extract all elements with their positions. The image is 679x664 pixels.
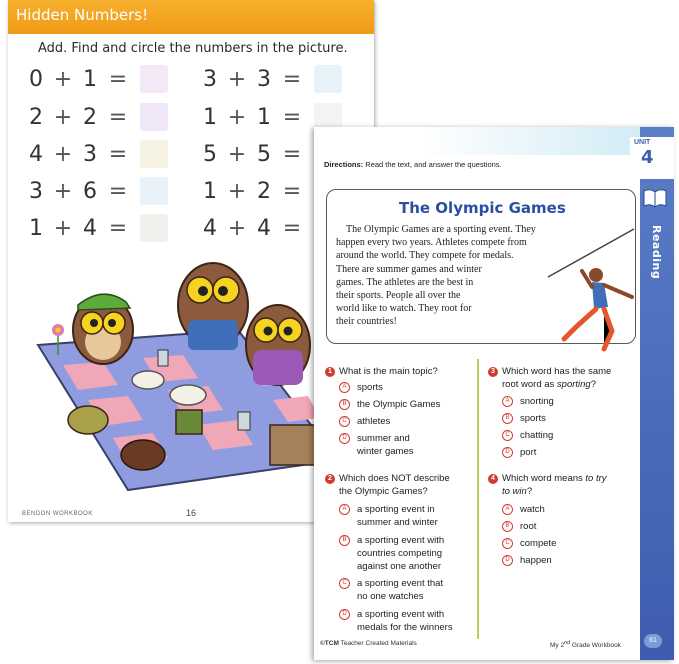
chocolate-cake: [121, 440, 165, 470]
addend: 1: [257, 104, 271, 130]
owl-with-purple-shirt: [246, 305, 310, 385]
javelin: [548, 229, 634, 277]
passage-line: There are summer games and winter: [336, 263, 482, 275]
question-text-fragment: ?: [526, 486, 533, 497]
directions-text: [324, 160, 502, 169]
page-number-badge: 61: [644, 634, 662, 648]
plus-sign: +: [227, 104, 247, 130]
answer-option-line: medals for the winners: [357, 622, 453, 633]
addend: 3: [203, 66, 217, 92]
owl-with-vest: [178, 263, 248, 350]
question-number-badge: 1: [325, 367, 335, 377]
plus-sign: +: [227, 66, 247, 92]
plate: [170, 385, 206, 405]
plus-sign: +: [53, 66, 73, 92]
answer-option: sports: [357, 382, 383, 393]
worksheet-title: Hidden Numbers!: [16, 6, 149, 24]
equals-sign: =: [282, 66, 302, 92]
column-divider: [477, 359, 479, 639]
passage-line: games. The athletes are the best in: [336, 276, 474, 288]
equals-sign: =: [282, 178, 302, 204]
question-emphasis: to win: [502, 486, 527, 497]
equation-row: [24, 102, 168, 132]
answer-bubble[interactable]: D: [339, 609, 350, 620]
answer-bubble[interactable]: C: [502, 430, 513, 441]
passage-line: happen every two years. Athletes compete from: [336, 237, 527, 249]
addend: 1: [203, 178, 217, 204]
answer-bubble[interactable]: D: [502, 447, 513, 458]
plus-sign: +: [53, 178, 73, 204]
answer-option: snorting: [520, 396, 554, 407]
equals-sign: =: [108, 215, 128, 241]
answer-option-line: countries competing: [357, 548, 443, 559]
answer-bubble[interactable]: B: [502, 413, 513, 424]
answer-option: [357, 432, 414, 458]
passage-text: [336, 223, 566, 329]
question-line: the Olympic Games?: [339, 486, 428, 497]
equals-sign: =: [108, 66, 128, 92]
equals-sign: =: [108, 141, 128, 167]
answer-bubble[interactable]: D: [339, 433, 350, 444]
answer-bubble[interactable]: C: [502, 538, 513, 549]
athlete-head: [589, 268, 603, 282]
soda-can: [238, 412, 250, 430]
owl-with-cap: [73, 294, 133, 364]
equals-sign: =: [282, 104, 302, 130]
addend: 0: [29, 66, 43, 92]
addend: 5: [257, 141, 271, 167]
question-line: [502, 485, 607, 498]
workbook-title-suffix: Grade Workbook: [570, 642, 621, 650]
workbook-title-footer: [550, 640, 621, 649]
plate: [132, 371, 164, 389]
answer-bubble[interactable]: C: [339, 578, 350, 589]
sandwich: [176, 410, 202, 434]
passage-line: The Olympic Games are a sporting event. They: [346, 224, 536, 235]
equation-row: [24, 176, 168, 206]
publisher-name: Teacher Created Materials: [340, 640, 417, 647]
plus-sign: +: [53, 141, 73, 167]
answer-box[interactable]: [140, 103, 168, 131]
subject-label: Reading: [650, 225, 663, 280]
publisher-mark: ©TCM: [320, 640, 339, 647]
passage-title: The Olympic Games: [399, 199, 566, 217]
answer-bubble[interactable]: B: [502, 521, 513, 532]
answer-option-line: no one watches: [357, 591, 424, 602]
plus-sign: +: [227, 141, 247, 167]
answer-option: [357, 534, 444, 573]
answer-option-line: summer and winter: [357, 517, 438, 528]
question-4-text: [502, 472, 607, 498]
addend: 1: [83, 66, 97, 92]
addend: 3: [257, 66, 271, 92]
addend: 4: [257, 215, 271, 241]
addend: 1: [29, 215, 43, 241]
answer-option-line: winter games: [357, 446, 414, 457]
passage-line: their countries!: [336, 316, 397, 328]
publisher-footer: [320, 640, 417, 647]
question-line: Which does NOT describe: [339, 473, 450, 484]
addend: 2: [83, 104, 97, 130]
open-book-icon: [642, 187, 668, 209]
answer-bubble[interactable]: A: [502, 396, 513, 407]
answer-option: athletes: [357, 416, 391, 427]
question-line: [502, 378, 611, 391]
passage-line: world like to watch. They root for: [336, 303, 472, 315]
question-number-badge: 4: [488, 474, 498, 484]
addend: 5: [203, 141, 217, 167]
answer-bubble[interactable]: A: [339, 382, 350, 393]
equation-row: [24, 64, 168, 94]
question-text-fragment: Which word means: [502, 473, 586, 484]
answer-option-line: summer and: [357, 433, 410, 444]
picnic-basket: [270, 425, 320, 465]
answer-bubble[interactable]: B: [339, 535, 350, 546]
equals-sign: =: [108, 104, 128, 130]
page-top-band: [314, 127, 674, 155]
answer-bubble[interactable]: B: [339, 399, 350, 410]
answer-bubble[interactable]: D: [502, 555, 513, 566]
question-1-text: What is the main topic?: [339, 366, 438, 377]
reading-worksheet-page: [314, 127, 674, 660]
answer-option: root: [520, 521, 537, 532]
answer-option: happen: [520, 555, 552, 566]
answer-bubble[interactable]: A: [339, 504, 350, 515]
soda-can: [158, 350, 168, 366]
question-text-fragment: root word as: [502, 379, 557, 390]
equals-sign: =: [108, 178, 128, 204]
addend: 3: [29, 178, 43, 204]
equation-row: [24, 213, 168, 243]
answer-box[interactable]: [140, 65, 168, 93]
answer-box[interactable]: [140, 140, 168, 168]
equals-sign: =: [282, 215, 302, 241]
question-line: Which word has the same: [502, 366, 612, 377]
plus-sign: +: [227, 178, 247, 204]
directions-body: Read the text, and answer the questions.: [365, 160, 502, 169]
addend: 2: [29, 104, 43, 130]
answer-option-line: against one another: [357, 561, 441, 572]
question-text-fragment: ?: [590, 379, 597, 390]
equation-row: [24, 139, 168, 169]
answer-option: port: [520, 447, 537, 458]
answer-option-line: a sporting event in: [357, 504, 435, 515]
addend: 4: [83, 215, 97, 241]
passage-line: around the world. They compete for medals.: [336, 250, 514, 262]
addend: 3: [83, 141, 97, 167]
unit-number: 4: [641, 147, 654, 168]
answer-box[interactable]: [140, 177, 168, 205]
answer-option: sports: [520, 413, 546, 424]
answer-box[interactable]: [140, 214, 168, 242]
question-number-badge: 3: [488, 367, 498, 377]
answer-option: compete: [520, 538, 557, 549]
addend: 4: [29, 141, 43, 167]
plus-sign: +: [53, 215, 73, 241]
answer-option: [357, 503, 438, 529]
answer-bubble[interactable]: C: [339, 416, 350, 427]
answer-option: watch: [520, 504, 545, 515]
answer-option-line: a sporting event that: [357, 578, 444, 589]
addend: 6: [83, 178, 97, 204]
question-3-text: [502, 365, 611, 391]
popcorn-bowl: [68, 406, 108, 434]
workbook-title-sup: nd: [564, 640, 571, 646]
plus-sign: +: [53, 104, 73, 130]
addend: 1: [203, 104, 217, 130]
question-emphasis: to try: [585, 473, 607, 484]
plus-sign: +: [227, 215, 247, 241]
javelin-athlete-illustration: [546, 227, 638, 357]
question-emphasis: sporting: [556, 379, 591, 390]
unit-label: UNIT: [634, 139, 651, 146]
answer-box[interactable]: [314, 65, 342, 93]
worksheet-publisher: BENDON WORKBOOK: [22, 511, 93, 517]
worksheet-instructions: Add. Find and circle the numbers in the picture.: [38, 41, 348, 56]
question-number-badge: 2: [325, 474, 335, 484]
question-line: [502, 472, 607, 485]
answer-option-line: a sporting event with: [357, 535, 445, 546]
workbook-title-prefix: My 2: [550, 642, 565, 650]
answer-option-line: a sporting event with: [357, 609, 445, 620]
answer-option: [357, 577, 443, 603]
answer-option: chatting: [520, 430, 554, 441]
answer-option: the Olympic Games: [357, 399, 441, 410]
addend: 2: [257, 178, 271, 204]
worksheet-page-number: 16: [186, 508, 197, 518]
equals-sign: =: [282, 141, 302, 167]
directions-label: Directions:: [324, 160, 364, 169]
answer-option: [357, 608, 453, 634]
addend: 4: [203, 215, 217, 241]
question-2-text: [339, 472, 450, 498]
passage-line: their sports. People all over the: [336, 290, 461, 302]
answer-bubble[interactable]: A: [502, 504, 513, 515]
equation-row: [198, 64, 342, 94]
